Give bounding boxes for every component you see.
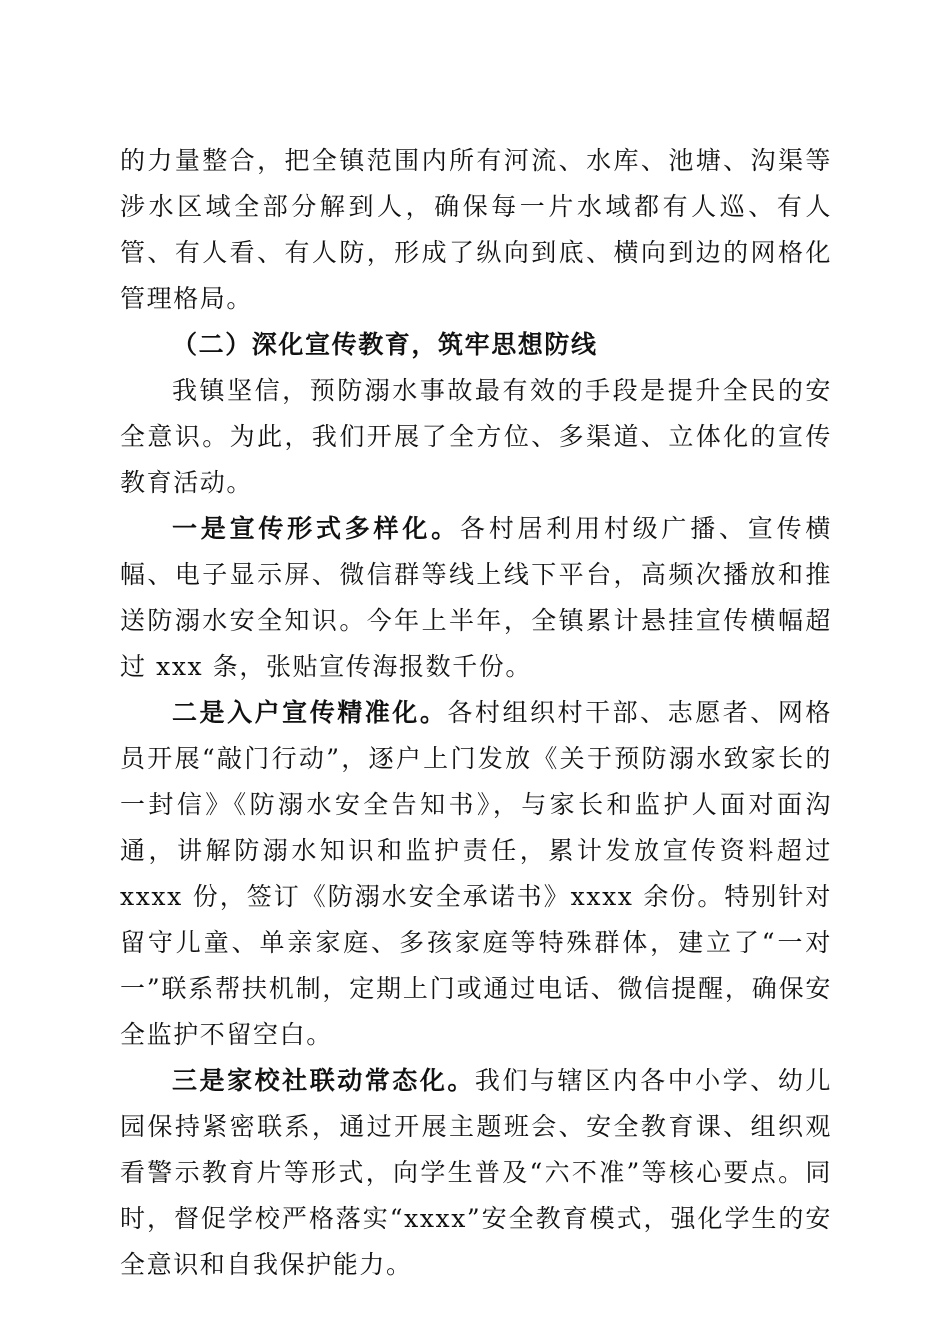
paragraph-point-2 [120,690,832,1058]
section-heading [120,322,832,368]
paragraph-text: 我镇坚信，预防溺水事故最有效的手段是提升全民的安全意识。为此，我们开展了全方位、多渠道、立体化的宣传教育活动。 [120,376,832,497]
point-lead: 二是入户宣传精准化。 [172,698,448,727]
section-heading-text: （二）深化宣传教育，筑牢思想防线 [172,330,598,359]
document-body [120,138,832,1288]
paragraph-continuation [120,138,832,322]
paragraph-intro [120,368,832,506]
paragraph-point-3 [120,1058,832,1288]
paragraph-point-1 [120,506,832,690]
paragraph-text: 各村居利用村级广播、宣传横幅、电子显示屏、微信群等线上线下平台，高频次播放和推送防溺水安全知识。今年上半年，全镇累计悬挂宣传横幅超过 xxx 条，张贴宣传海报数千份。 [120,514,832,681]
paragraph-text: 我们与辖区内各中小学、幼儿园保持紧密联系，通过开展主题班会、安全教育课、组织观看警示教育片等形式，向学生普及“六不准”等核心要点。同时，督促学校严格落实“xxxx”安全教育模式，强化学生的安全意识和自我保护能力。 [120,1066,832,1279]
point-lead: 三是家校社联动常态化。 [172,1066,475,1095]
paragraph-text: 的力量整合，把全镇范围内所有河流、水库、池塘、沟渠等涉水区域全部分解到人，确保每一片水域都有人巡、有人管、有人看、有人防，形成了纵向到底、横向到边的网格化管理格局。 [120,146,832,313]
point-lead: 一是宣传形式多样化。 [172,514,460,543]
paragraph-text: 各村组织村干部、志愿者、网格员开展“敲门行动”，逐户上门发放《关于预防溺水致家长的一封信》《防溺水安全告知书》，与家长和监护人面对面沟通，讲解防溺水知识和监护责任，累计发放宣传资料超过 xxxx 份，签订《防溺水安全承诺书》xxxx 余份。特别针对留守儿童、单亲家庭、多孩家庭等特殊群体，建立了“一对一”联系帮扶机制，定期上门或通过电话、微信提醒，确保安全监护不留空白。 [120,698,832,1049]
